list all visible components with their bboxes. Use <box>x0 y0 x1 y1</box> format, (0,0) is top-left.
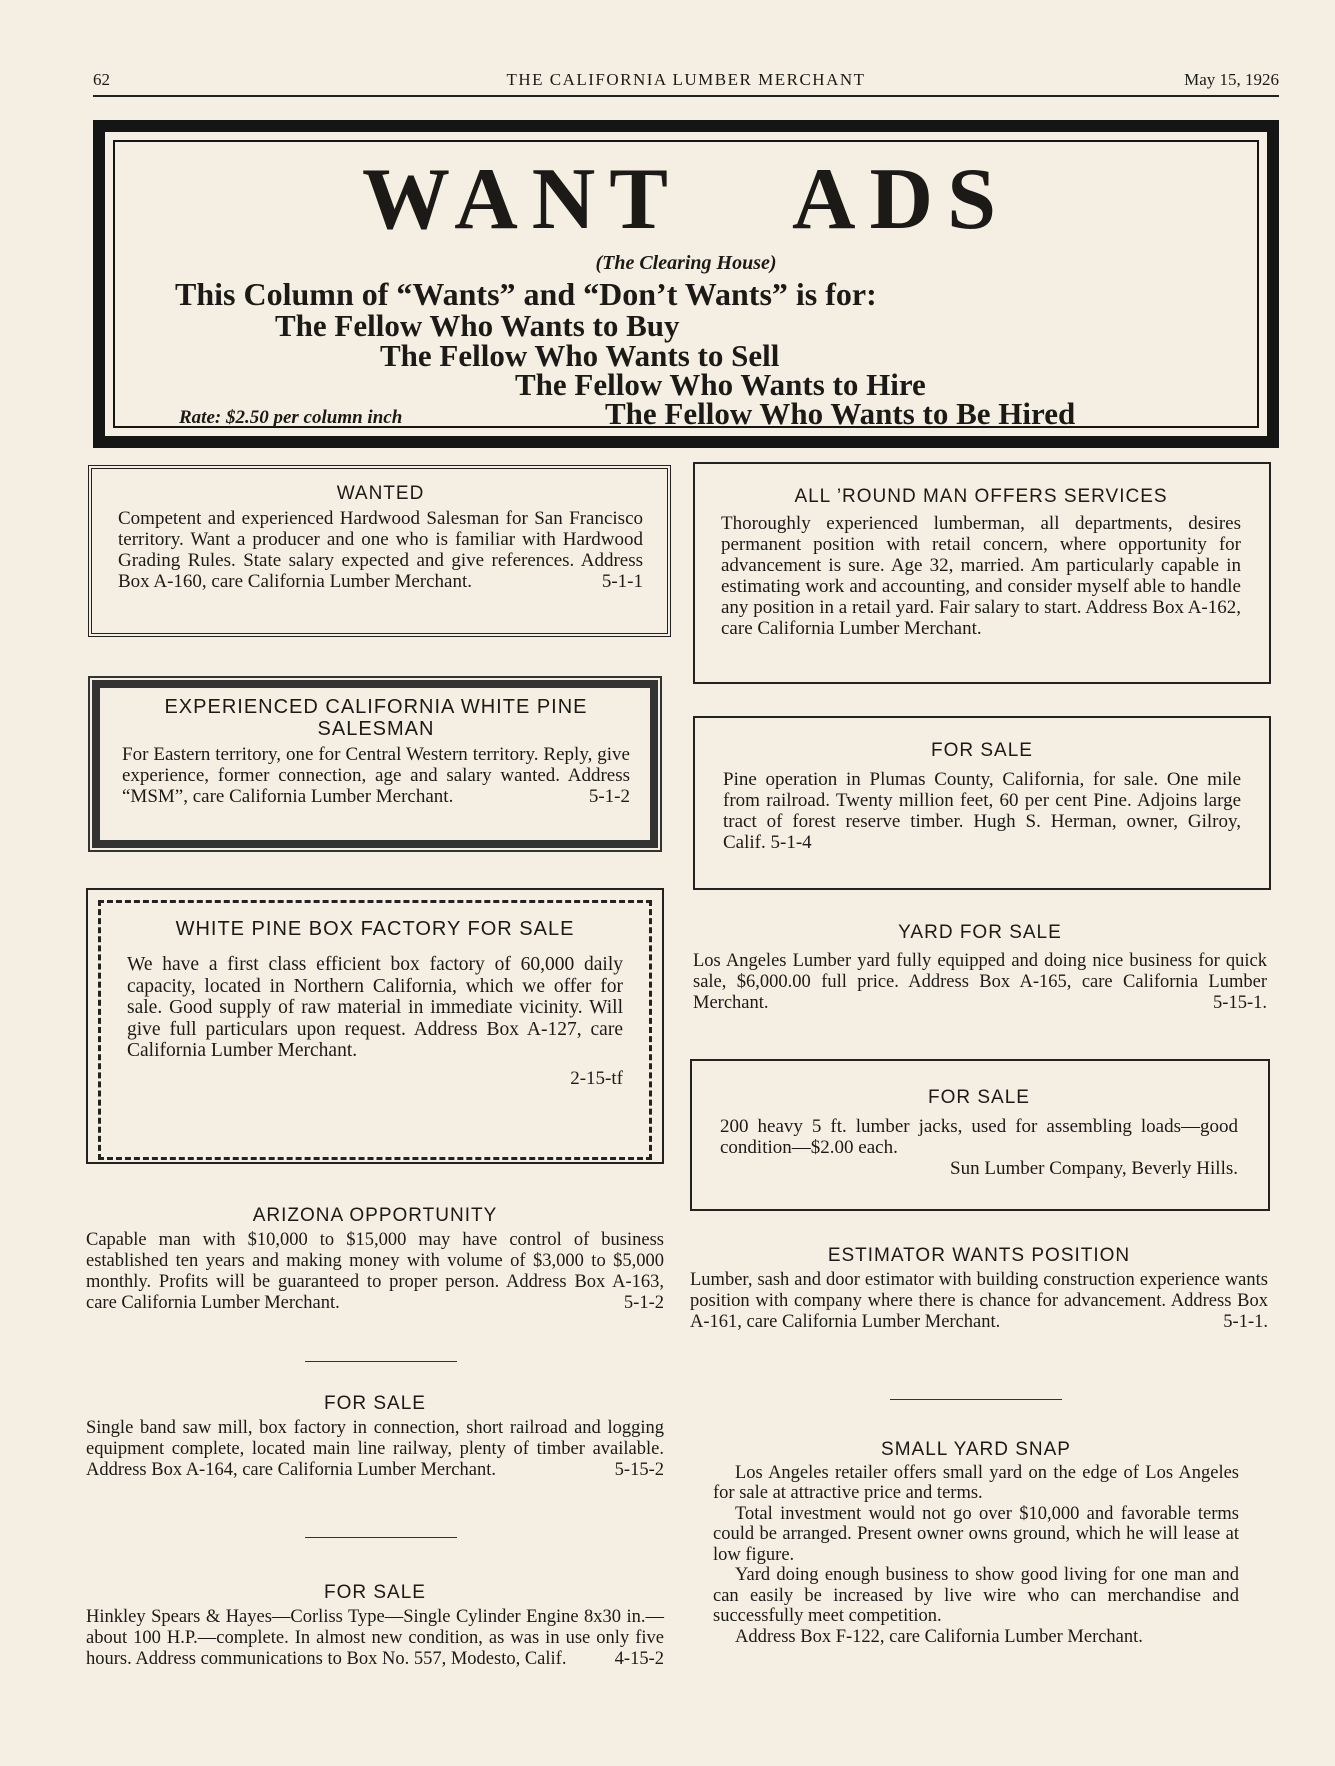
ad-heading: WHITE PINE BOX FACTORY FOR SALE <box>175 918 575 940</box>
ad-heading: ALL ’ROUND MAN OFFERS SERVICES <box>794 486 1168 507</box>
ad-heading: FOR SALE <box>324 1582 426 1603</box>
ad-code: 5-15-1. <box>1213 993 1267 1013</box>
ad-box-factory <box>86 888 664 1164</box>
ad-paragraph-3: Yard doing enough business to show good living for one man and can easily be increased by live wire who can merchandise and successfully meet competition. <box>713 1565 1239 1626</box>
ad-body: Thoroughly experienced lumberman, all departments, desires permanent position with retail concern, where opportunity for advancement is sure. Age 32, married. Am particularly capable in estimating work and accounting, and consider myself able to handle any position in a retail yard. Fair salary to start. Address Box A-162, care California Lumber Merchant. <box>721 513 1241 639</box>
ad-plumas-pine-operation <box>693 716 1271 890</box>
masthead: THE CALIFORNIA LUMBER MERCHANT <box>506 70 866 89</box>
ad-code: 5-1-2 <box>623 1293 664 1313</box>
ad-paragraph-4: Address Box F-122, care California Lumber Merchant. <box>735 1626 1143 1647</box>
ad-body: Los Angeles Lumber yard fully equipped and doing nice business for quick sale, $6,000.00 full price. Address Box A-165, care California Lumber Merchant. <box>693 951 1267 1013</box>
banner-title-want: WANT <box>361 151 682 248</box>
fellow-line-sell: The Fellow Who Wants to Sell <box>380 338 780 373</box>
column-separator <box>890 1399 1062 1400</box>
banner-subtitle: (The Clearing House) <box>595 252 777 274</box>
ad-corliss-engine <box>86 1582 664 1694</box>
ad-arizona-opportunity <box>86 1205 664 1335</box>
ad-code: 5-1-1. <box>1223 1312 1268 1332</box>
ad-heading: FOR SALE <box>324 1393 426 1414</box>
banner-title <box>115 150 1257 250</box>
ad-inner-frame <box>98 900 652 1160</box>
ad-body: We have a first class efficient box factory of 60,000 daily capacity, located in Northern California, which we offer for sale. Good supply of raw material in immediate vicinity. Will give full particulars upon request. Address Box A-127, care California Lumber Merchant. <box>127 954 623 1061</box>
fellow-line-be-hired: The Fellow Who Wants to Be Hired <box>605 396 1076 431</box>
ad-code: 5-15-2 <box>614 1460 664 1480</box>
column-separator <box>305 1361 457 1362</box>
ad-heading: ARIZONA OPPORTUNITY <box>252 1205 498 1226</box>
ad-band-saw-mill <box>86 1393 664 1505</box>
ad-heading: YARD FOR SALE <box>898 922 1062 943</box>
ad-signature: Sun Lumber Company, Beverly Hills. <box>950 1158 1238 1179</box>
ad-body: 200 heavy 5 ft. lumber jacks, used for assembling loads—good condition—$2.00 each. <box>720 1116 1238 1158</box>
want-ads-banner <box>93 120 1279 448</box>
fellow-line-buy: The Fellow Who Wants to Buy <box>275 308 680 343</box>
ad-code: 2-15-tf <box>570 1067 623 1089</box>
ad-code: 4-15-2 <box>614 1649 664 1669</box>
ad-yard-for-sale <box>693 922 1267 1026</box>
ad-white-pine-salesman <box>92 680 658 848</box>
ad-small-yard-snap <box>713 1440 1239 1700</box>
ad-body: For Eastern territory, one for Central Western territory. Reply, give experience, former connection, age and salary wanted. Address “MSM”, care California Lumber Merchant. <box>122 744 630 807</box>
banner-title-ads: ADS <box>792 151 1011 248</box>
ad-body: Capable man with $10,000 to $15,000 may have control of business established ten years and making money with volume of $3,000 to $5,000 monthly. Profits will be guaranteed to proper person. Address Box A-163, care California Lumber Merchant. <box>86 1230 664 1313</box>
header-rule <box>93 95 1279 97</box>
ad-heading: FOR SALE <box>931 740 1033 761</box>
ad-heading: WANTED <box>336 483 425 504</box>
ad-code: 5-1-1 <box>601 571 643 592</box>
ad-body: Competent and experienced Hardwood Salesman for San Francisco territory. Want a producer and one who is familiar with Hardwood Grading Rules. State salary expected and give references. Address Box A-160, care California Lumber Merchant. <box>118 508 643 592</box>
page-number: 62 <box>93 70 110 89</box>
column-separator <box>305 1537 457 1538</box>
ad-heading: SMALL YARD SNAP <box>881 1439 1071 1460</box>
ad-paragraph-2: Total investment would not go over $10,000 and favorable terms could be arranged. Present owner owns ground, which he will lease at low figure. <box>713 1503 1239 1565</box>
banner-inner-frame <box>113 140 1259 431</box>
ad-heading: EXPERIENCED CALIFORNIA WHITE PINE SALESMAN <box>164 696 588 740</box>
rate-line: Rate: $2.50 per column inch <box>179 407 403 428</box>
ad-wanted-hardwood-salesman <box>88 465 671 637</box>
ad-body: Pine operation in Plumas County, California, for sale. One mile from railroad. Twenty million feet, 60 per cent Pine. Adjoins large tract of forest reserve timber. Hugh S. Herman, owner, Gilroy, Calif. 5-1-4 <box>723 769 1241 853</box>
issue-date: May 15, 1926 <box>1184 70 1279 89</box>
running-header <box>93 70 1279 96</box>
ad-all-round-man <box>693 462 1271 684</box>
ad-heading: FOR SALE <box>928 1087 1030 1108</box>
fellow-line-hire: The Fellow Who Wants to Hire <box>515 367 926 402</box>
ad-lumber-jacks <box>690 1059 1270 1211</box>
ad-body: Single band saw mill, box factory in connection, short railroad and logging equipment complete, located main line railway, plenty of timber available. Address Box A-164, care California Lumber Merchant. <box>86 1418 664 1480</box>
ad-estimator-wants-position <box>690 1245 1268 1357</box>
ad-body: Hinkley Spears & Hayes—Corliss Type—Single Cylinder Engine 8x30 in.—about 100 H.P.—complete. In almost new condition, as was in use only five hours. Address communications to Box No. 557, Modesto, Calif. <box>86 1607 664 1669</box>
banner-intro: This Column of “Wants” and “Don’t Wants” is for: <box>175 276 877 312</box>
ad-paragraph-1: Los Angeles retailer offers small yard on the edge of Los Angeles for sale at attractive price and terms. <box>713 1462 1239 1503</box>
ad-code: 5-1-2 <box>588 786 630 807</box>
ad-body: Lumber, sash and door estimator with building construction experience wants position with company where there is chance for advancement. Address Box A-161, care California Lumber Merchant. <box>690 1270 1268 1332</box>
ad-heading: ESTIMATOR WANTS POSITION <box>827 1245 1131 1266</box>
